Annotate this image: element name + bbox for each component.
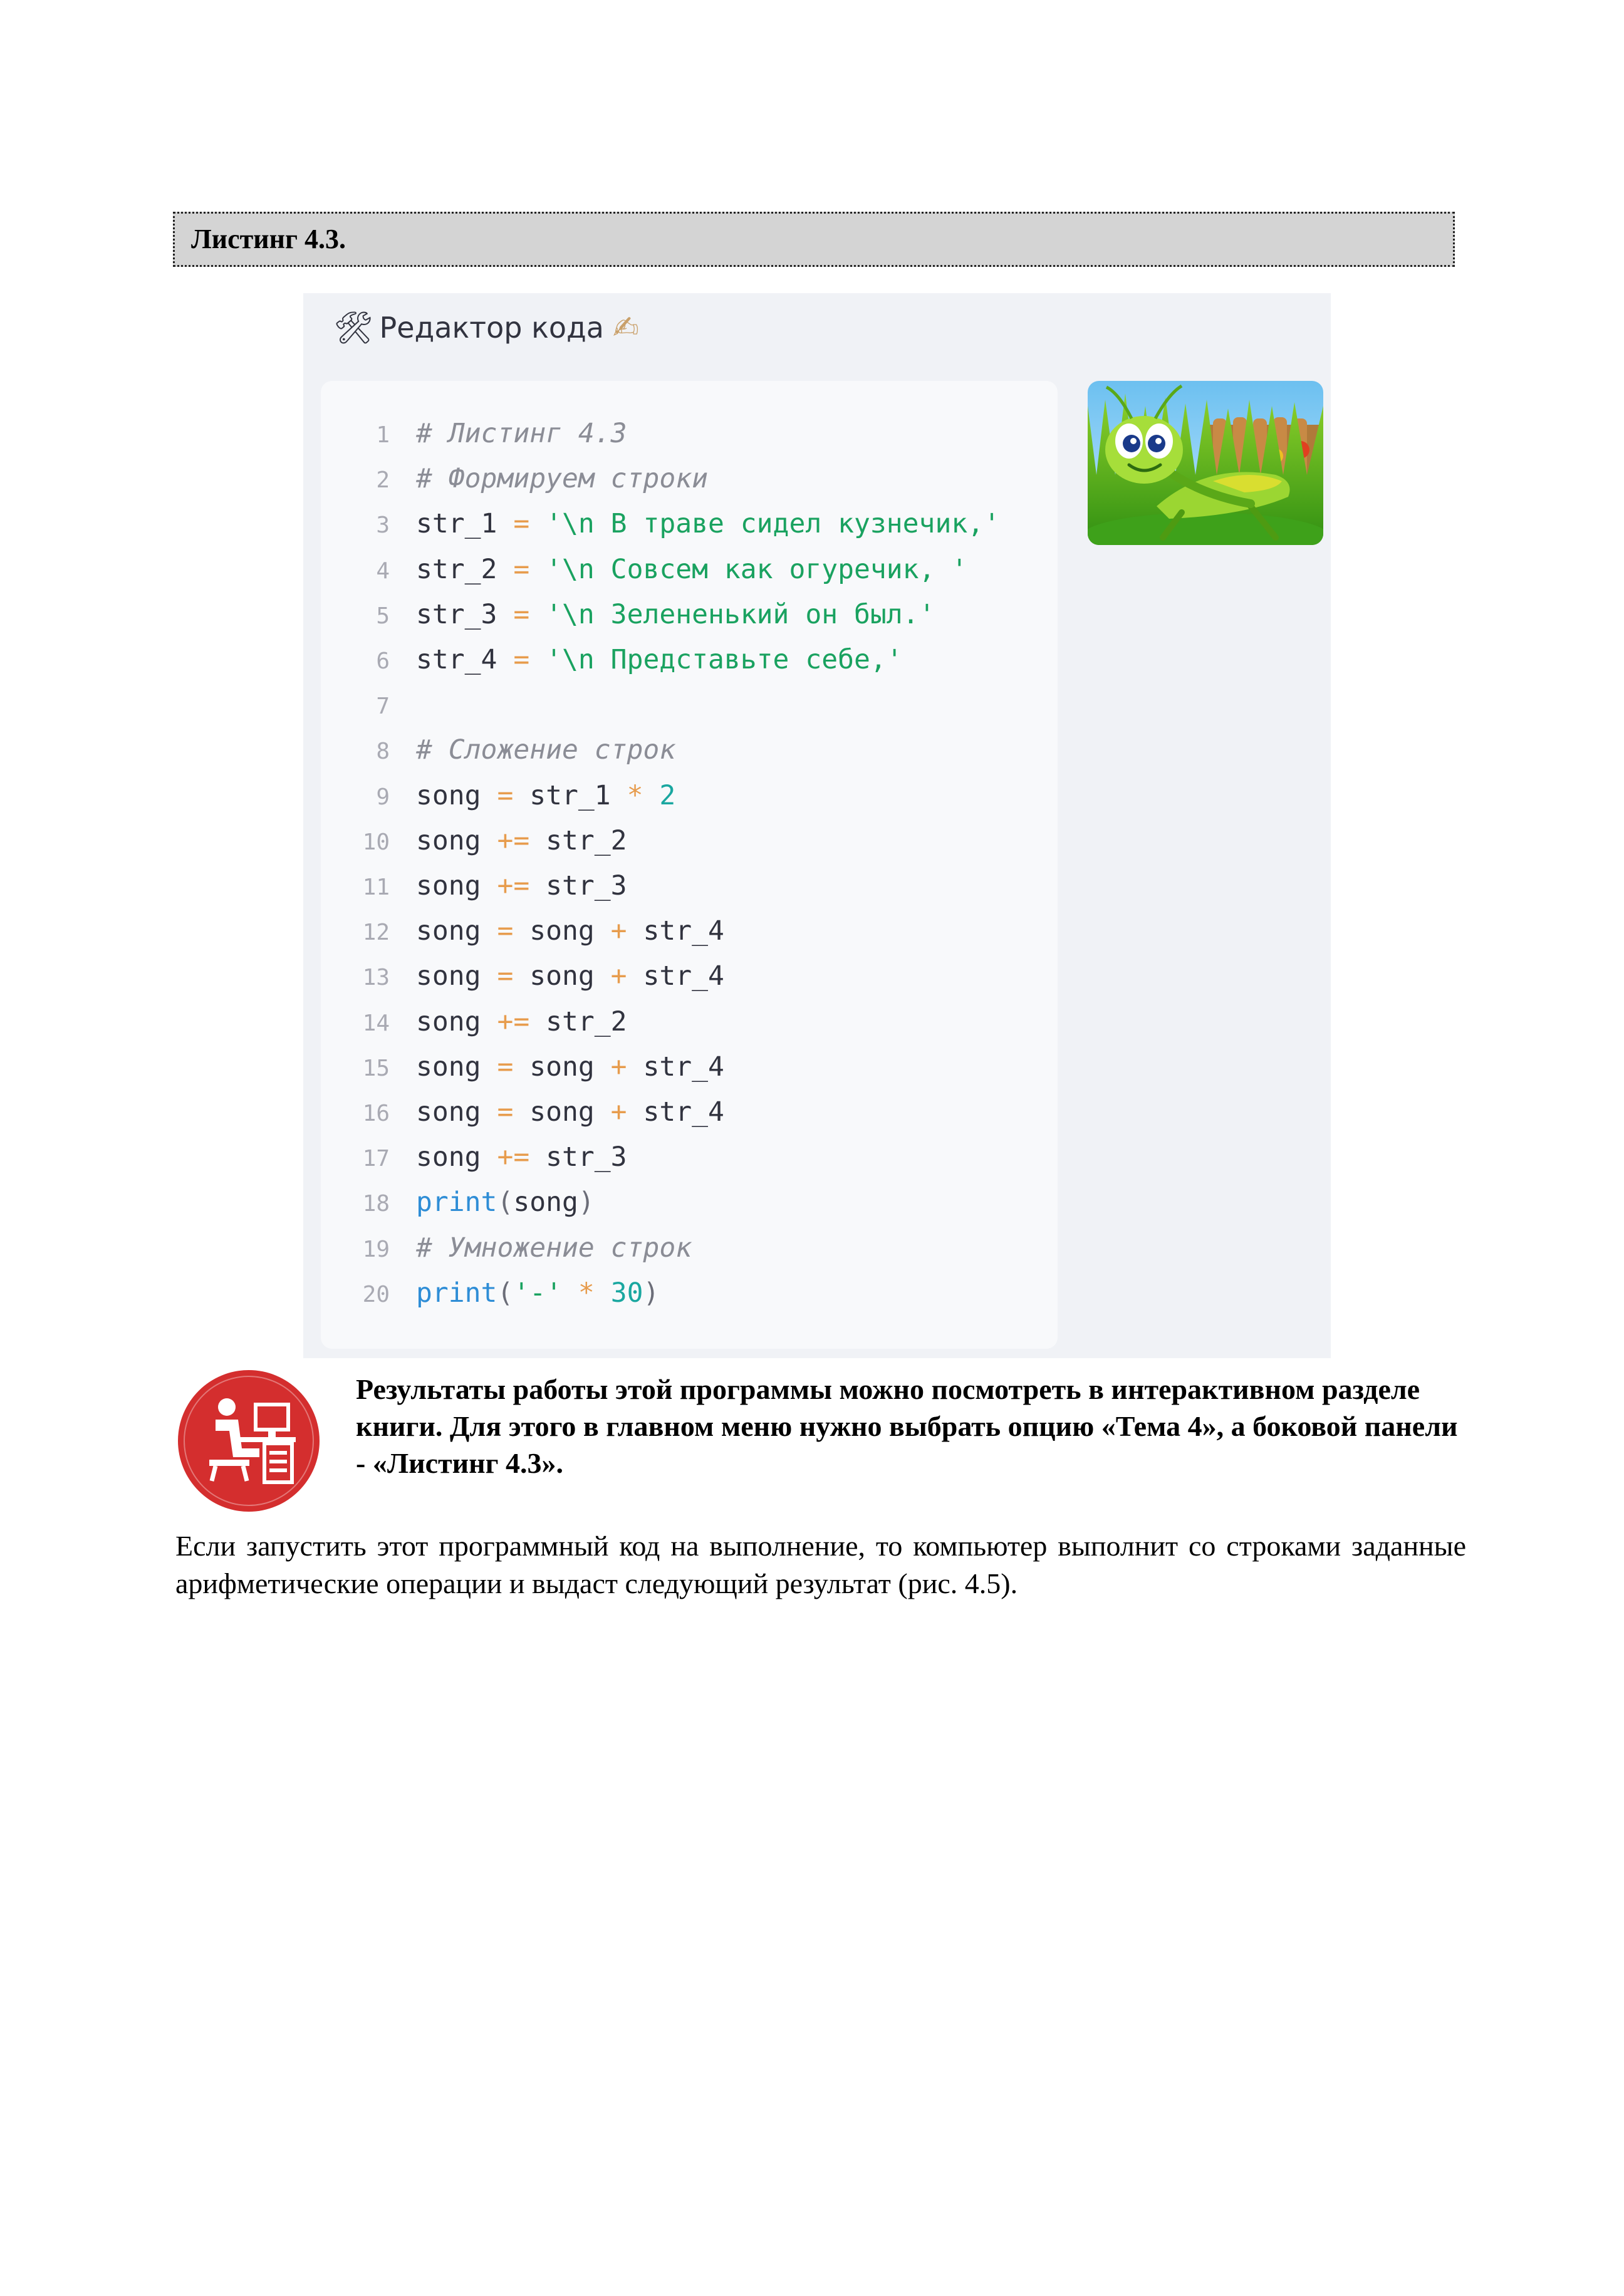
code-token-ident: str_4 (643, 1051, 724, 1083)
code-token-op: + (594, 1096, 643, 1128)
code-token-ident: song (416, 824, 481, 856)
code-token-ident: str_2 (546, 1005, 627, 1037)
code-token-func: print (416, 1277, 497, 1309)
line-number: 16 (362, 1101, 390, 1126)
writing-hand-icon: ✍ (612, 309, 639, 346)
line-number: 7 (376, 693, 390, 720)
code-token-ident: str_1 (416, 508, 497, 540)
line-number: 6 (376, 648, 390, 674)
code-token-comment: # Умножение строк (416, 1232, 692, 1264)
code-line (321, 547, 967, 592)
hammer-wrench-icon: 🛠 (333, 309, 373, 346)
code-token-op: += (481, 1141, 546, 1173)
line-number: 14 (362, 1010, 390, 1036)
code-token-op: = (481, 1051, 530, 1083)
code-token-ident: str_1 (529, 779, 611, 811)
line-number: 18 (362, 1191, 390, 1217)
line-number: 1 (376, 422, 390, 448)
code-token-op: = (481, 1096, 530, 1128)
code-token-op: += (481, 1005, 546, 1037)
code-block (321, 381, 1058, 1349)
code-line (321, 682, 416, 727)
code-token-ident: song (529, 1051, 595, 1083)
body-paragraph: Если запустить этот программный код на выполнение, то компьютер выполнит со строками заданные арифметические операции и выдаст следующий результат (рис. 4.5). (175, 1530, 1466, 1599)
code-token-ident: str_4 (643, 1096, 724, 1128)
code-token-ident: song (529, 1096, 595, 1128)
code-token-ident: song (416, 870, 481, 901)
code-token-ident: str_4 (643, 915, 724, 947)
code-line (321, 637, 903, 682)
code-token-op: = (481, 960, 530, 992)
code-token-ident: str_2 (546, 824, 627, 856)
line-number: 3 (376, 512, 390, 539)
code-line (321, 727, 675, 772)
line-number: 10 (362, 829, 390, 855)
code-token-ident: song (513, 1187, 578, 1218)
code-token-ident: str_3 (546, 870, 627, 901)
code-line (321, 1225, 692, 1270)
code-token-ident: song (529, 960, 595, 992)
code-token-op: += (481, 824, 546, 856)
code-token-ident: str_3 (416, 598, 497, 630)
code-token-op: + (594, 1051, 643, 1083)
code-token-str: '-' (513, 1277, 563, 1309)
code-token-str: '\n Зелененький он был.' (546, 598, 935, 630)
code-token-op: = (497, 508, 546, 540)
line-number: 4 (376, 558, 390, 584)
code-editor-panel (303, 293, 1331, 1358)
line-number: 5 (376, 603, 390, 629)
code-token-ident: song (416, 960, 481, 992)
code-token-paren: ( (497, 1187, 514, 1218)
listing-title: Листинг 4.3. (173, 212, 1455, 267)
code-line (321, 501, 1000, 546)
code-line (321, 773, 675, 818)
code-token-ident: song (416, 1096, 481, 1128)
code-line (321, 953, 724, 999)
code-line (321, 1135, 627, 1180)
code-token-op: += (481, 870, 546, 901)
line-number: 8 (376, 739, 390, 765)
code-token-ident: song (416, 1051, 481, 1083)
code-token-func: print (416, 1187, 497, 1218)
code-token-ident: str_4 (643, 960, 724, 992)
code-token-comment: # Сложение строк (416, 734, 676, 766)
code-line (321, 1089, 724, 1135)
code-token-op: * (562, 1277, 611, 1309)
editor-title (333, 299, 639, 356)
code-line (321, 818, 627, 863)
line-number: 13 (362, 965, 390, 991)
code-token-op: + (594, 960, 643, 992)
code-token-paren: ( (497, 1277, 514, 1309)
line-number: 11 (362, 875, 390, 900)
code-line (321, 1270, 659, 1316)
line-number: 15 (362, 1055, 390, 1081)
code-line (321, 592, 935, 637)
code-token-paren: ) (643, 1277, 660, 1309)
line-number: 12 (362, 920, 390, 946)
code-line (321, 1044, 724, 1089)
code-token-op: = (481, 915, 530, 947)
code-token-op: = (481, 779, 530, 811)
code-token-ident: song (416, 1005, 481, 1037)
code-line (321, 1180, 595, 1225)
code-line (321, 999, 627, 1044)
code-token-op: = (497, 598, 546, 630)
line-number: 9 (376, 784, 390, 810)
code-token-paren: ) (578, 1187, 595, 1218)
code-token-op: = (497, 553, 546, 585)
code-token-num: 2 (659, 779, 676, 811)
code-token-str: '\n Представьте себе,' (546, 644, 903, 675)
code-token-ident: song (416, 779, 481, 811)
person-at-computer-icon (177, 1368, 321, 1514)
code-token-op: * (610, 779, 660, 811)
code-token-ident: song (529, 915, 595, 947)
code-token-ident: str_2 (416, 553, 497, 585)
code-token-ident: str_4 (416, 644, 497, 675)
code-token-comment: # Листинг 4.3 (416, 418, 627, 449)
code-line (321, 908, 724, 953)
code-token-ident: str_3 (546, 1141, 627, 1173)
code-line (321, 863, 627, 908)
code-token-comment: # Формируем строки (416, 463, 708, 495)
code-token-op: + (594, 915, 643, 947)
code-token-num: 30 (610, 1277, 643, 1309)
line-number: 17 (362, 1146, 390, 1172)
code-token-str: '\n В траве сидел кузнечик,' (546, 508, 1000, 540)
line-number: 2 (376, 467, 390, 494)
code-token-ident: song (416, 915, 481, 947)
code-line (321, 411, 627, 456)
grasshopper-image (1088, 381, 1323, 545)
line-number: 20 (362, 1281, 390, 1307)
code-token-ident: song (416, 1141, 481, 1173)
code-line (321, 456, 708, 501)
code-token-str: '\n Совсем как огуречик, ' (546, 553, 968, 585)
code-token-op: = (497, 644, 546, 675)
line-number: 19 (362, 1236, 390, 1262)
editor-title-label: Редактор кода (379, 311, 604, 345)
info-note-text: Результаты работы этой программы можно посмотреть в интерактивном разделе книги. Для этого в главном меню нужно выбрать опцию «Тема 4», а боковой панели - «Листинг 4.3». (356, 1373, 1458, 1479)
